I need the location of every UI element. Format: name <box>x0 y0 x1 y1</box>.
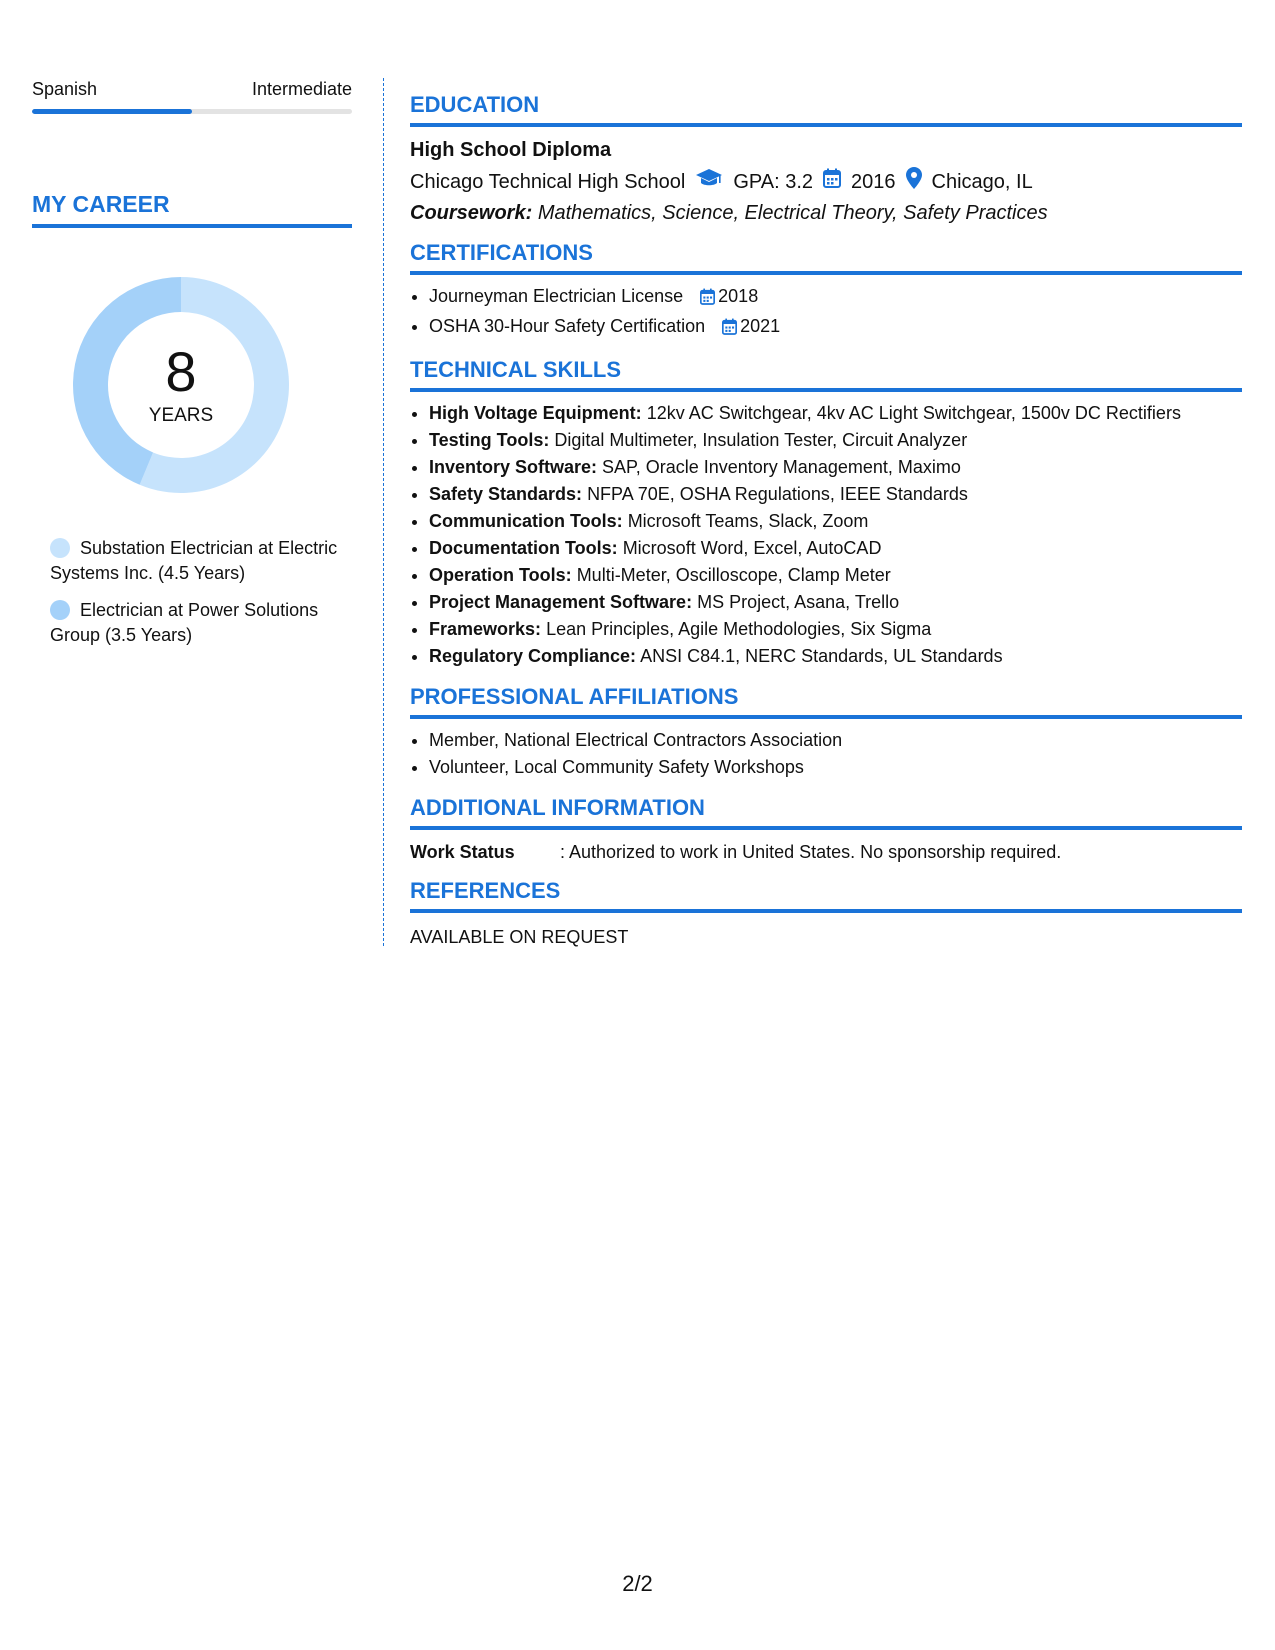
skill-label: Safety Standards: <box>429 484 583 504</box>
skill-value: SAP, Oracle Inventory Management, Maximo <box>602 457 961 477</box>
affiliations-title: PROFESSIONAL AFFILIATIONS <box>410 684 1242 719</box>
legend-label: Electrician at Power Solutions Group (3.5 Years) <box>50 600 319 645</box>
certification-name: Journeyman Electrician License <box>429 286 684 306</box>
calendar-icon <box>700 286 715 313</box>
skill-item <box>429 535 1242 562</box>
education-school: Chicago Technical High School <box>410 170 686 193</box>
affiliations-list <box>410 727 1242 781</box>
skill-value: ANSI C84.1, NERC Standards, UL Standards <box>640 646 1003 666</box>
skill-item <box>429 616 1242 643</box>
skill-item <box>429 427 1242 454</box>
references-title: REFERENCES <box>410 878 1242 913</box>
skill-value: Multi-Meter, Oscilloscope, Clamp Meter <box>576 565 891 585</box>
coursework-text: Mathematics, Science, Electrical Theory, Safety Practices <box>537 202 1048 224</box>
donut-center <box>66 270 296 500</box>
skill-value: Lean Principles, Agile Methodologies, Six Sigma <box>546 619 932 639</box>
career-legend <box>32 536 350 648</box>
skill-label: Regulatory Compliance: <box>429 646 637 666</box>
work-status-row <box>410 840 1242 864</box>
language-row <box>32 78 352 100</box>
page-number: 2/2 <box>622 1571 653 1596</box>
legend-dot <box>50 538 70 558</box>
skills-title: TECHNICAL SKILLS <box>410 357 1242 392</box>
skill-label: Operation Tools: <box>429 565 572 585</box>
right-column <box>410 92 1242 949</box>
language-progress-fill <box>32 109 192 114</box>
career-title: MY CAREER <box>32 191 352 228</box>
references-text: AVAILABLE ON REQUEST <box>410 927 629 947</box>
skill-label: Inventory Software: <box>429 457 598 477</box>
skill-label: Communication Tools: <box>429 511 623 531</box>
certification-item <box>429 313 1242 343</box>
coursework-label: Coursework: <box>410 202 533 224</box>
skill-label: Testing Tools: <box>429 430 550 450</box>
certification-item <box>429 283 1242 313</box>
language-progress-bar <box>32 109 352 114</box>
education-title: EDUCATION <box>410 92 1242 127</box>
skill-item <box>429 643 1242 670</box>
skill-label: Documentation Tools: <box>429 538 618 558</box>
education-coursework <box>410 200 1242 226</box>
career-total-unit: YEARS <box>148 405 214 426</box>
education-degree: High School Diploma <box>410 139 612 161</box>
column-divider <box>383 78 384 946</box>
skill-label: Project Management Software: <box>429 592 693 612</box>
additional-title: ADDITIONAL INFORMATION <box>410 795 1242 830</box>
skills-list <box>410 400 1242 670</box>
certification-year: 2021 <box>740 316 781 336</box>
affiliation-item: • Volunteer, Local Community Safety Workshops <box>429 754 1242 781</box>
work-status-value: : Authorized to work in United States. No sponsorship required. <box>560 842 1062 862</box>
legend-label: Substation Electrician at Electric Systems Inc. (4.5 Years) <box>50 538 338 583</box>
education-year: 2016 <box>851 170 896 193</box>
skill-value: Microsoft Teams, Slack, Zoom <box>627 511 869 531</box>
calendar-icon <box>823 168 841 195</box>
legend-item <box>50 536 350 586</box>
career-total-years: 8 <box>165 340 197 403</box>
skill-value: MS Project, Asana, Trello <box>697 592 900 612</box>
skill-value: Microsoft Word, Excel, AutoCAD <box>622 538 882 558</box>
skill-value: 12kv AC Switchgear, 4kv AC Light Switchgear, 1500v DC Rectifiers <box>646 403 1181 423</box>
legend-dot <box>50 600 70 620</box>
certifications-list <box>410 283 1242 343</box>
education-location: Chicago, IL <box>931 170 1033 193</box>
skill-item <box>429 562 1242 589</box>
legend-item <box>50 598 350 648</box>
skill-label: High Voltage Equipment: <box>429 403 642 423</box>
language-name: Spanish <box>32 79 98 99</box>
certifications-title: CERTIFICATIONS <box>410 240 1242 275</box>
work-status-label: Work Status <box>410 842 515 862</box>
skill-item <box>429 508 1242 535</box>
certification-name: OSHA 30-Hour Safety Certification <box>429 316 706 336</box>
career-donut-chart <box>66 270 296 500</box>
affiliation-item: • Member, National Electrical Contractors Association <box>429 727 1242 754</box>
skill-value: NFPA 70E, OSHA Regulations, IEEE Standards <box>587 484 968 504</box>
calendar-icon <box>722 316 737 343</box>
skill-item <box>429 400 1242 427</box>
skill-value: Digital Multimeter, Insulation Tester, Circuit Analyzer <box>554 430 968 450</box>
education-details <box>410 167 1242 196</box>
skill-item <box>429 454 1242 481</box>
map-pin-icon <box>906 167 922 196</box>
left-column <box>32 78 352 660</box>
skill-item <box>429 589 1242 616</box>
skill-label: Frameworks: <box>429 619 542 639</box>
education-gpa: GPA: 3.2 <box>733 170 814 193</box>
skill-item <box>429 481 1242 508</box>
language-level: Intermediate <box>251 79 352 99</box>
graduation-cap-icon <box>695 168 723 195</box>
certification-year: 2018 <box>718 286 759 306</box>
